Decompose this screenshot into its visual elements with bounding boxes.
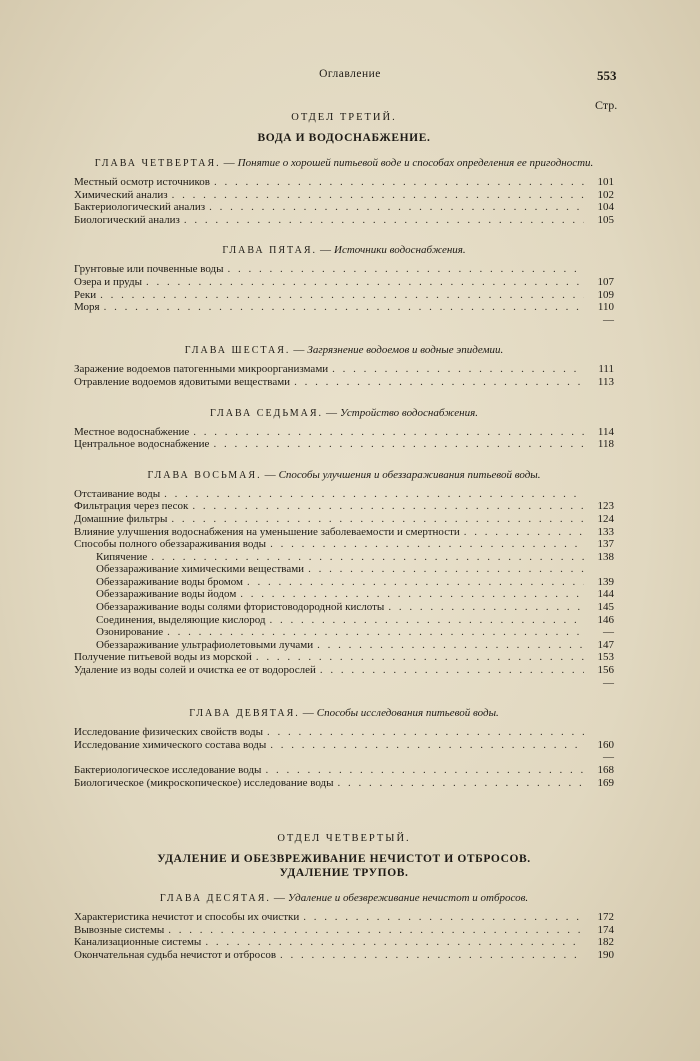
toc-entry: [74, 376, 614, 389]
entry-title: Реки: [74, 288, 97, 301]
dot-leader: [205, 936, 584, 949]
entry-page: —: [603, 313, 614, 326]
entry-page: 153: [597, 651, 614, 664]
chapter-dash: —: [326, 406, 338, 419]
dot-leader: [209, 201, 584, 214]
entry-page: 107: [597, 275, 614, 288]
chapter-dash: —: [302, 707, 314, 720]
entry-title: Грунтовые или почвенные воды: [74, 263, 224, 276]
toc-entry: [74, 726, 614, 739]
part-three-title: ВОДА И ВОДОСНАБЖЕНИЕ.: [257, 132, 431, 144]
entry-title: Обеззараживание химическими веществами: [96, 563, 305, 576]
toc-entry: [74, 426, 614, 439]
chapter-heading: [74, 707, 614, 720]
dot-leader: [151, 551, 584, 564]
entry-title: Бактериологическое исследование воды: [74, 764, 262, 776]
chapter-heading: [74, 244, 614, 257]
entry-title: Отравление водоемов ядовитыми веществами: [74, 375, 291, 388]
toc-entry: [74, 677, 614, 690]
entry-title: Озонирование: [96, 626, 164, 639]
toc-entry: [74, 751, 614, 764]
entry-title: Канализационные системы: [74, 936, 202, 949]
entry-title: Способы полного обеззараживания воды: [74, 538, 267, 551]
entry-page: 110: [597, 301, 614, 314]
entry-page: 145: [597, 601, 614, 614]
entry-title: Местный осмотр источников: [74, 176, 210, 188]
dot-leader: [256, 651, 584, 664]
entry-title: Окончательная судьба нечистот и отбросов: [74, 948, 277, 961]
entry-page: 123: [597, 500, 614, 513]
entry-page: 105: [597, 213, 614, 226]
entry-page: 133: [597, 525, 614, 538]
toc-entry: [74, 664, 614, 677]
chapter-dash: —: [273, 892, 285, 905]
toc-entry: [74, 764, 614, 777]
dot-leader: [184, 214, 584, 227]
entry-title: Центральное водоснабжение: [74, 438, 210, 451]
chapter-dash: —: [223, 157, 235, 169]
entry-title: Влияние улучшения водоснабжения на уменьшение заболеваемости и смертности: [74, 525, 460, 538]
dot-leader: [338, 777, 584, 790]
toc-entry: [74, 949, 614, 962]
toc-entry: [74, 538, 614, 551]
dot-leader: [100, 289, 584, 302]
entry-page: 147: [597, 638, 614, 651]
entry-page: 137: [597, 538, 614, 551]
dot-leader: [317, 639, 584, 652]
entry-title: Фильтрация через песок: [74, 500, 189, 513]
entry-title: Вывозные системы: [74, 923, 165, 936]
toc-entry: [74, 201, 614, 214]
entry-title: Обеззараживание воды йодом: [96, 588, 237, 601]
chapter-title: Удаление и обезвреживание нечистот и отбросов.: [287, 892, 529, 905]
chapter-label: ГЛАВА ЧЕТВЕРТАЯ.: [94, 158, 221, 169]
dot-leader: [214, 176, 584, 189]
part-four-title-line2: УДАЛЕНИЕ ТРУПОВ.: [279, 867, 409, 880]
entry-page: 102: [597, 188, 614, 201]
chapter-title: Источники водоснабжения.: [334, 244, 466, 257]
dot-leader: [303, 911, 584, 924]
entry-title: Кипячение: [96, 550, 148, 563]
entry-page: —: [603, 751, 614, 764]
entry-page: 174: [597, 923, 614, 936]
toc-entry: [74, 563, 614, 576]
chapter-dash: —: [320, 244, 332, 257]
dot-leader: [267, 726, 584, 739]
entry-page: 113: [597, 375, 614, 388]
toc-entry: [74, 777, 614, 790]
entry-page: 172: [597, 911, 614, 924]
toc-entry: [74, 924, 614, 937]
entry-page: 182: [597, 936, 614, 949]
toc-entry: [74, 289, 614, 302]
dot-leader: [171, 513, 584, 526]
dot-leader: [228, 263, 584, 276]
chapter-title: Способы улучшения и обеззараживания питьевой воды.: [278, 468, 541, 481]
entry-title: Моря: [74, 301, 100, 314]
toc-entry: [74, 588, 614, 601]
entry-title: Местное водоснабжение: [74, 425, 190, 438]
entry-title: Заражение водоемов патогенными микроорганизмами: [74, 363, 329, 376]
entry-title: Обеззараживание воды бромом: [96, 575, 243, 588]
toc-entry: [74, 176, 614, 189]
entry-list: [74, 488, 614, 690]
dot-leader: [270, 614, 585, 627]
entry-title: Удаление из воды солей и очистка ее от водорослей: [74, 664, 316, 677]
toc-entry: [74, 626, 614, 639]
toc-entry: [74, 601, 614, 614]
dot-leader: [280, 949, 584, 962]
chapter-dash: —: [264, 468, 276, 481]
entry-page: 101: [597, 176, 614, 188]
entry-list: [74, 911, 614, 961]
chapter-heading: [74, 469, 614, 482]
table-of-contents: [74, 112, 614, 980]
chapter-label: ГЛАВА ШЕСТАЯ.: [184, 345, 291, 357]
page-number: 553: [597, 68, 617, 83]
chapter-heading: [74, 892, 614, 905]
entry-page: 169: [597, 776, 614, 789]
entry-title: Обеззараживание ультрафиолетовыми лучами: [96, 638, 314, 651]
page-column-label: Стр.: [595, 98, 618, 112]
chapter-title: Способы исследования питьевой воды.: [316, 707, 499, 720]
entry-page: 168: [597, 764, 614, 776]
dot-leader: [294, 376, 584, 389]
entry-title: Биологический анализ: [74, 213, 180, 226]
chapter-title: Загрязнение водоемов и водные эпидемии.: [307, 344, 504, 357]
entry-list: [74, 726, 614, 789]
part-four-chapters: [74, 892, 614, 961]
chapter-label: ГЛАВА ДЕВЯТАЯ.: [189, 708, 300, 720]
entry-list: [74, 426, 614, 451]
entry-title: Характеристика нечистот и способы их очистки: [74, 911, 300, 924]
entry-page: 190: [597, 948, 614, 961]
running-header-title: Оглавление: [319, 68, 381, 80]
dot-leader: [146, 276, 584, 289]
entry-page: 111: [598, 363, 614, 376]
chapter-label: ГЛАВА ДЕСЯТАЯ.: [159, 893, 271, 905]
entry-title: Исследование физических свойств воды: [74, 726, 263, 739]
dot-leader: [464, 526, 584, 539]
entry-title: Бактериологический анализ: [74, 201, 206, 214]
entry-title: Химический анализ: [74, 188, 168, 201]
dot-leader: [104, 301, 584, 314]
entry-title: Получение питьевой воды из морской: [74, 651, 252, 664]
dot-leader: [240, 588, 584, 601]
entry-title: Биологическое (микроскопическое) исследование воды: [74, 776, 334, 789]
dot-leader: [192, 500, 584, 513]
entry-page: —: [603, 626, 614, 639]
toc-entry: [74, 739, 614, 752]
entry-title: Озера и пруды: [74, 275, 142, 288]
entry-title: Домашние фильтры: [74, 512, 168, 525]
toc-entry: [74, 651, 614, 664]
dot-leader: [164, 488, 584, 501]
entry-page: 160: [597, 738, 614, 751]
entry-title: Исследование химического состава воды: [74, 738, 267, 751]
toc-entry: [74, 214, 614, 227]
chapter-heading: [74, 157, 614, 170]
toc-entry: [74, 438, 614, 451]
dot-leader: [332, 363, 584, 376]
entry-page: 144: [597, 588, 614, 601]
entry-title: Отстаивание воды: [74, 487, 161, 500]
chapter-title: Понятие о хорошей питьевой воде и способах определения ее пригодности.: [237, 157, 594, 169]
toc-entry: [74, 263, 614, 276]
chapter-label: ГЛАВА СЕДЬМАЯ.: [209, 407, 324, 419]
dot-leader: [270, 739, 584, 752]
chapter-label: ГЛАВА ПЯТАЯ.: [222, 245, 318, 257]
dot-leader: [247, 576, 584, 589]
chapter-heading: [74, 407, 614, 420]
entry-page: 138: [597, 550, 614, 563]
entry-page: 139: [597, 575, 614, 588]
toc-entry: [74, 911, 614, 924]
toc-entry: [74, 551, 614, 564]
entry-page: 109: [597, 288, 614, 301]
toc-entry: [74, 576, 614, 589]
entry-page: 118: [597, 438, 614, 451]
dot-leader: [270, 538, 584, 551]
dot-leader: [213, 438, 584, 451]
entry-page: 104: [597, 201, 614, 214]
part-four-label: ОТДЕЛ ЧЕТВЕРТЫЙ.: [277, 833, 411, 845]
part-four-title-line1: УДАЛЕНИЕ И ОБЕЗВРЕЖИВАНИЕ НЕЧИСТОТ И ОТБРОСОВ.: [157, 853, 531, 866]
toc-entry: [74, 301, 614, 314]
toc-entry: [74, 936, 614, 949]
toc-entry: [74, 276, 614, 289]
part-three-label: ОТДЕЛ ТРЕТИЙ.: [291, 112, 397, 123]
entry-page: —: [603, 676, 614, 689]
entry-title: Обеззараживание воды солями фтористоводородной кислоты: [96, 601, 385, 614]
dot-leader: [320, 664, 584, 677]
dot-leader: [168, 924, 584, 937]
toc-entry: [74, 513, 614, 526]
dot-leader: [172, 189, 584, 202]
part-three-chapters: [74, 157, 614, 789]
entry-title: Соединения, выделяющие кислород: [96, 613, 266, 626]
entry-page: 114: [597, 425, 614, 438]
toc-entry: [74, 363, 614, 376]
toc-entry: [74, 500, 614, 513]
dot-leader: [193, 426, 584, 439]
dot-leader: [388, 601, 584, 614]
toc-entry: [74, 488, 614, 501]
entry-page: 124: [597, 512, 614, 525]
dot-leader: [167, 626, 584, 639]
toc-entry: [74, 639, 614, 652]
entry-list: [74, 176, 614, 226]
toc-entry: [74, 314, 614, 327]
toc-entry: [74, 526, 614, 539]
part-four-title: [74, 852, 614, 880]
entry-page: 146: [597, 613, 614, 626]
dot-leader: [265, 764, 584, 777]
chapter-label: ГЛАВА ВОСЬМАЯ.: [147, 469, 262, 481]
entry-list: [74, 363, 614, 388]
chapter-heading: [74, 344, 614, 357]
entry-page: 156: [597, 664, 614, 677]
chapter-dash: —: [293, 344, 305, 357]
chapter-title: Устройство водоснабжения.: [340, 406, 478, 419]
toc-entry: [74, 189, 614, 202]
dot-leader: [308, 563, 584, 576]
toc-entry: [74, 614, 614, 627]
entry-list: [74, 263, 614, 326]
